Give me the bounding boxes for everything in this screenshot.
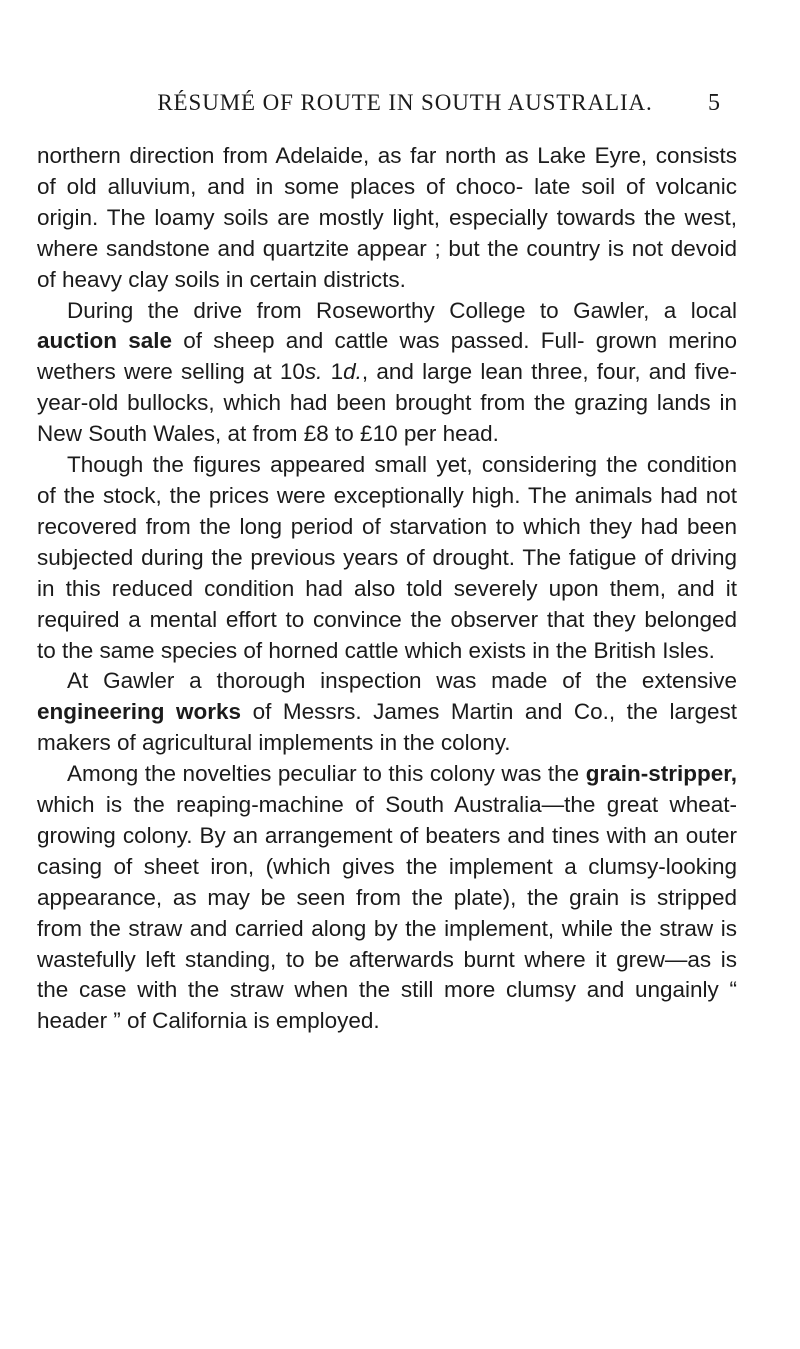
paragraph-2-text-c: 1 xyxy=(322,359,344,385)
paragraph-3: Though the figures appeared small yet, considering the condition of the stock, the prices were exceptionally high. The animals had not recovered from the long period of starvation to which they had been subjected during the previous years of drought. The fatigue of driving in this reduced condition had also told severely upon them, and it required a mental effort to convince the observer that they belonged to the same species of horned cattle which exists in the British Isles. xyxy=(37,452,737,663)
abbrev-shillings: s. xyxy=(304,359,323,385)
paragraph-5-text-a: Among the novelties peculiar to this colony was the xyxy=(67,761,586,787)
paragraph-1: northern direction from Adelaide, as far north as Lake Eyre, consists of old alluvium, and in some places of choco- late soil of volcanic origin. The loamy soils are mostly light, especially towards the west, where sandstone and quartzite appear ; but the country is not devoid of heavy clay soils in certain districts. xyxy=(37,143,737,292)
paragraph-2 xyxy=(37,296,737,451)
running-head xyxy=(90,90,720,130)
paragraph-4-text-a: At Gawler a thorough inspection was made of the extensive xyxy=(67,668,737,694)
running-title: RÉSUMÉ OF ROUTE IN SOUTH AUSTRALIA. xyxy=(157,90,653,115)
paragraph-2-text-b: of sheep and cattle was passed. Full- grown merino wethers were selling at 10 xyxy=(37,328,737,385)
term-engineering-works: engineering works xyxy=(37,699,242,725)
paragraph-4 xyxy=(37,666,737,759)
page-number: 5 xyxy=(708,90,720,116)
paragraph-5 xyxy=(37,759,737,1037)
paragraph-5-text-b: which is the reaping-machine of South Australia—the great wheat-growing colony. By an arrangement of beaters and tines with an outer casing of sheet iron, (which gives the implement a clumsy-looking appearance, as may be seen from the plate), the grain is stripped from the straw and carried along by the implement, while the straw is wastefully left standing, to be afterwards burnt where it grew—as is the case with the straw when the still more clumsy and ungainly “ header ” of California is employed. xyxy=(37,792,737,1034)
paragraph-4-text-b: of Messrs. James Martin and Co., the largest makers of agricultural implements in the colony. xyxy=(37,699,737,756)
paragraph-2-text-d: , and large lean three, four, and five-year-old bullocks, which had been brought from the grazing lands in New South Wales, at from £8 to £10 per head. xyxy=(37,359,738,447)
term-grain-stripper: grain-stripper, xyxy=(585,761,737,787)
abbrev-pence: d. xyxy=(343,359,362,385)
term-auction-sale: auction sale xyxy=(37,328,173,354)
paragraph-2-text-a: During the drive from Roseworthy College to Gawler, a local xyxy=(67,297,737,323)
body-text xyxy=(37,141,737,1037)
